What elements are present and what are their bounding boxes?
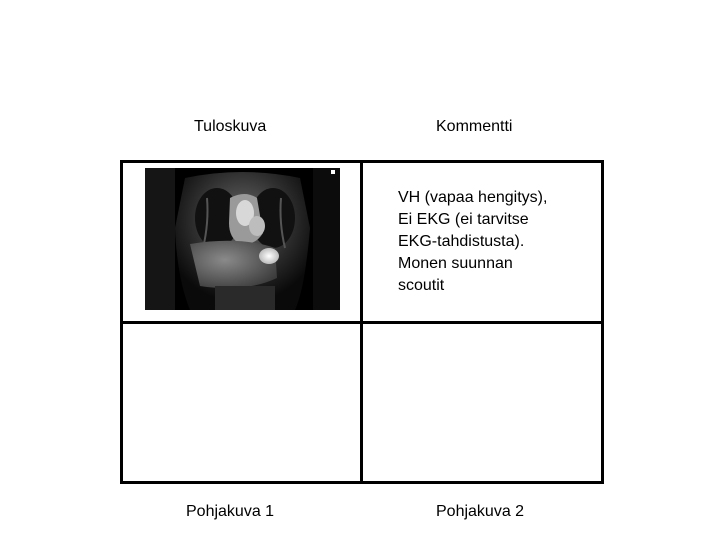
mri-scan-image (145, 168, 340, 310)
comment-header: Kommentti (436, 118, 513, 135)
base-image-1-label: Pohjakuva 1 (186, 503, 275, 520)
comment-text: VH (vapaa hengitys), Ei EKG (ei tarvitse EKG-tahdistusta). Monen suunnan scoutit (398, 189, 548, 294)
result-image-header: Tuloskuva (194, 118, 267, 135)
base-image-2-label: Pohjakuva 2 (436, 503, 525, 520)
grid-horizontal-divider (123, 321, 601, 324)
